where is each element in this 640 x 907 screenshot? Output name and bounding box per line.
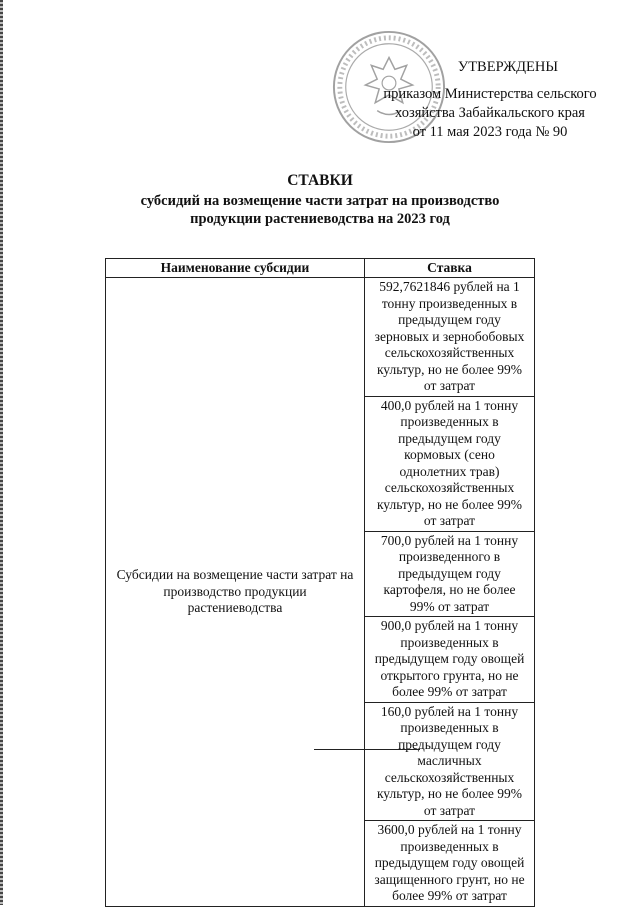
approval-stamp-text (370, 58, 610, 142)
rate-cell-1: 592,7621846 рублей на 1 тонну произведенных в предыдущем году зерновых и зернобобовых сельскохозяйственных культур, но не более 99% от затрат (365, 278, 535, 397)
table-header-row (106, 259, 535, 278)
scan-edge (0, 0, 3, 905)
approval-line-1: приказом Министерства сельского (383, 86, 597, 102)
document-title (110, 172, 530, 228)
title-main: СТАВКИ (287, 172, 353, 189)
rate-cell-2: 400,0 рублей на 1 тонну произведенных в предыдущем году кормовых (сено однолетних трав) сельскохозяйственных культур, но не более 99% от затрат (365, 396, 535, 531)
header-rate: Ставка (365, 259, 535, 278)
rate-cell-4: 900,0 рублей на 1 тонну произведенных в предыдущем году овощей открытого грунта, но не более 99% от затрат (365, 617, 535, 703)
rate-cell-5: 160,0 рублей на 1 тонну произведенных в предыдущем году масличных сельскохозяйственных культур, но не более 99% от затрат (365, 702, 535, 821)
approval-label: УТВЕРЖДЕНЫ (457, 59, 558, 75)
approval-line-3: от 11 мая 2023 года № 90 (412, 124, 568, 140)
title-sub: субсидий на возмещение части затрат на производство продукции растениеводства на 2023 год (140, 193, 500, 227)
end-divider-line (314, 749, 420, 750)
header-subsidy-name: Наименование субсидии (106, 259, 365, 278)
approval-line-2: хозяйства Забайкальского края (395, 105, 585, 121)
rates-table (105, 258, 535, 907)
rate-cell-3: 700,0 рублей на 1 тонну произведенного в предыдущем году картофеля, но не более 99% от затрат (365, 531, 535, 617)
rate-cell-6: 3600,0 рублей на 1 тонну произведенных в предыдущем году овощей защищенного грунт, но не более 99% от затрат (365, 821, 535, 907)
table-row (106, 278, 535, 397)
subsidy-name-cell: Субсидии на возмещение части затрат на производство продукции растениеводства (106, 278, 365, 907)
